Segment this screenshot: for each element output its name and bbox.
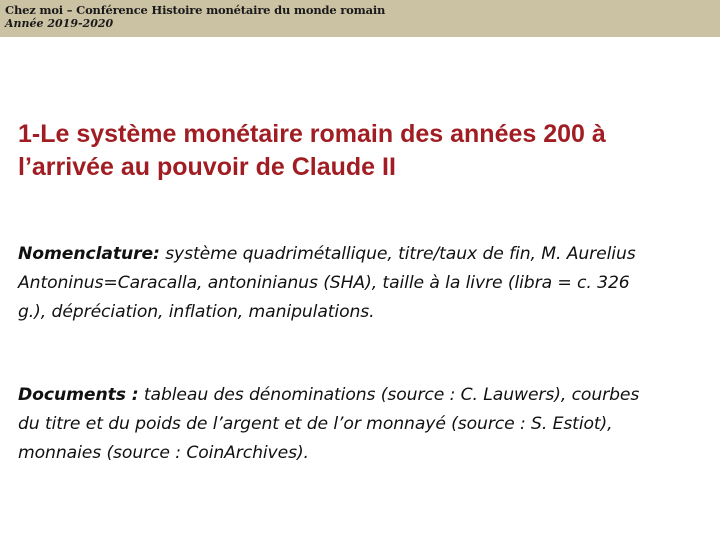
slide-title-line2: l’arrivée au pouvoir de Claude II <box>18 153 396 181</box>
documents-line1 <box>18 381 718 410</box>
documents-text-1: tableau des dénominations (source : C. Lauwers), courbes <box>138 385 640 405</box>
nomenclature-text-3: g.), dépréciation, inflation, manipulations. <box>18 302 375 322</box>
nomenclature-text-1: système quadrimétallique, titre/taux de fin, M. Aurelius <box>159 244 636 264</box>
header-year: Année 2019-2020 <box>5 17 114 30</box>
documents-text-3: monnaies (source : CoinArchives). <box>18 443 309 463</box>
documents-label: Documents : <box>18 385 139 405</box>
documents-text-2: du titre et du poids de l’argent et de l’or monnayé (source : S. Estiot), <box>18 414 613 434</box>
nomenclature-line1 <box>18 240 718 269</box>
nomenclature-text-2: Antoninus=Caracalla, antoninianus (SHA), taille à la livre (libra = c. 326 <box>18 273 630 293</box>
header-banner <box>0 0 720 37</box>
slide-title-line1: 1-Le système monétaire romain des années 200 à <box>18 120 606 148</box>
header-title: Chez moi – Conférence Histoire monétaire du monde romain <box>5 3 386 17</box>
slide-title <box>18 118 708 184</box>
nomenclature-paragraph <box>18 240 718 327</box>
documents-paragraph <box>18 381 718 468</box>
nomenclature-label: Nomenclature: <box>18 244 160 264</box>
